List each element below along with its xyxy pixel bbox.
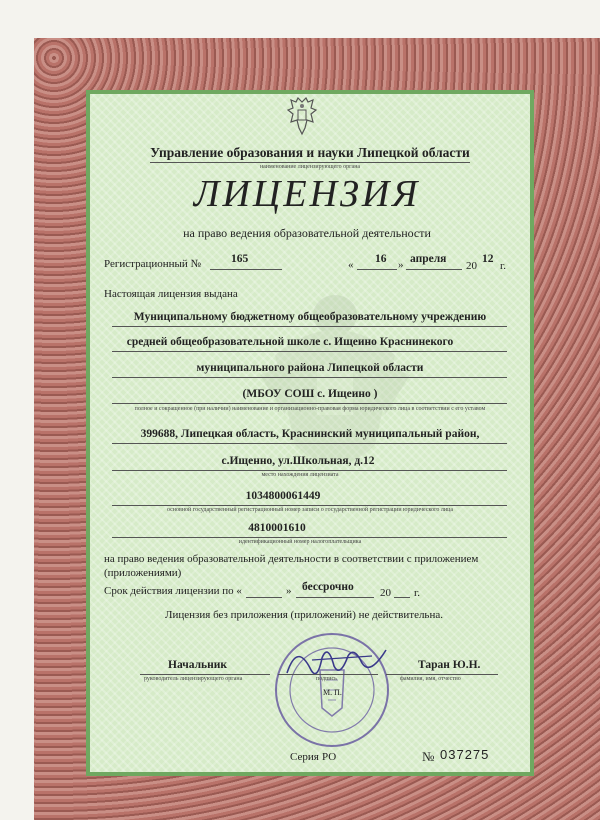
validity-value: бессрочно (302, 581, 354, 593)
date-close-quote: » (398, 259, 404, 271)
date-day: 16 (375, 253, 387, 265)
right-text-line-2: (приложениями) (104, 567, 182, 579)
number-value: 037275 (440, 747, 490, 762)
validity-day-underline (246, 597, 282, 598)
org-line-3-underline (112, 377, 507, 378)
org-line-4-underline (112, 403, 507, 404)
org-caption: полное и сокращенное (при наличии) наименование и организационно-правовая форма юридического лица в соответствии с его уставом (134, 406, 486, 412)
org-line-1-underline (112, 326, 507, 327)
date-day-underline (357, 269, 397, 270)
ogrn-underline (112, 505, 507, 506)
signature-underline (278, 674, 378, 675)
number-label: № (422, 749, 435, 764)
date-year-prefix: 20 (466, 260, 477, 272)
date-year-unit: г. (500, 260, 507, 272)
issued-to-label: Настоящая лицензия выдана (104, 288, 238, 300)
reg-number-underline (210, 269, 282, 270)
date-open-quote: « (348, 259, 354, 271)
address-line-1-underline (112, 443, 507, 444)
date-year-suffix: 12 (482, 253, 494, 265)
organ-caption: наименование лицензирующего органа (259, 164, 361, 170)
org-name-line-3: муниципального района Липецкой области (196, 362, 424, 374)
validity-year-underline (394, 597, 410, 598)
org-name-line-4: (МБОУ СОШ с. Ищеино ) (242, 388, 378, 400)
organ-name: Управление образования и науки Липецкой области (150, 145, 470, 160)
validity-quote-close: » (286, 585, 292, 597)
validity-year-unit: г. (414, 587, 421, 599)
signature-caption: подпись (316, 676, 337, 682)
signer-name-underline (386, 674, 498, 675)
right-text-line-1: на право ведения образовательной деятельности в соответствии с приложением (104, 553, 479, 565)
mp-label: М. П. (323, 688, 342, 697)
series-value: РО (322, 751, 337, 763)
address-line-2: с.Ищенно, ул.Школьная, д.12 (221, 455, 375, 467)
address-caption: место нахождения лицензиата (261, 472, 339, 478)
ogrn-caption: основной государственный регистрационный номер записи о государственной регистрации юридического лица (166, 507, 454, 513)
reg-label: Регистрационный № (104, 258, 202, 270)
double-headed-eagle-icon (285, 96, 319, 138)
address-line-1: 399688, Липецкая область, Краснинский муниципальный район, (140, 428, 480, 440)
validity-year-prefix: 20 (380, 587, 391, 599)
date-month: апреля (410, 253, 447, 265)
attachment-note: Лицензия без приложения (приложений) не действительна. (165, 609, 443, 621)
signature-scribble (282, 638, 392, 688)
org-line-2-underline (112, 351, 507, 352)
ogrn-value: 1034800061449 (245, 490, 321, 502)
signer-position-underline (140, 674, 270, 675)
document-subtitle: на право ведения образовательной деятельности (183, 226, 431, 240)
inn-caption: идентификационный номер налогоплательщика (238, 539, 362, 545)
address-line-2-underline (112, 470, 507, 471)
signer-name: Таран Ю.Н. (418, 659, 481, 671)
org-name-line-2: средней общеобразовательной школе с. Ищеино Краснинекого (126, 336, 454, 348)
inn-underline (112, 537, 507, 538)
signer-position: Начальник (168, 659, 227, 671)
organ-name-underline (150, 162, 470, 163)
inn-value: 4810001610 (248, 522, 306, 534)
document-title: ЛИЦЕНЗИЯ (193, 173, 421, 215)
org-name-line-1: Муниципальному бюджетному общеобразовательному учреждению (133, 311, 487, 323)
signer-position-caption: руководитель лицензирующего органа (144, 676, 243, 682)
validity-label: Срок действия лицензии по « (104, 585, 242, 597)
reg-number: 165 (231, 253, 249, 265)
signer-name-caption: фамилия, имя, отчество (400, 676, 461, 682)
validity-value-underline (296, 597, 374, 598)
series-label: Серия (290, 751, 319, 763)
date-month-underline (406, 269, 462, 270)
